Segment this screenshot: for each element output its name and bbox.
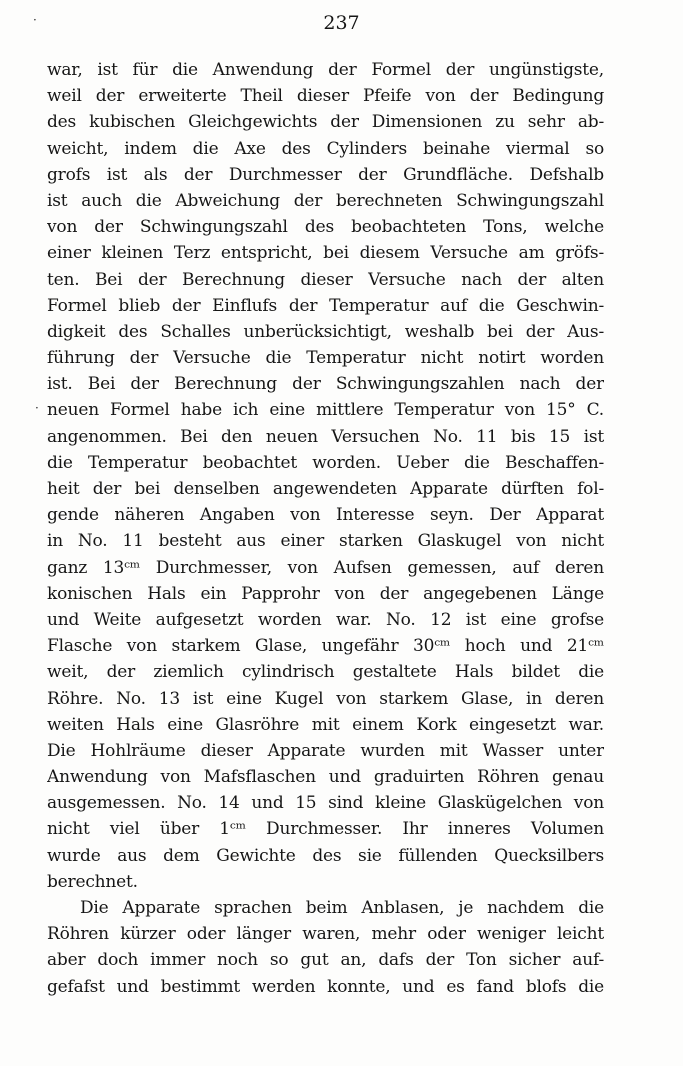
- text-line: ist auch die Abweichung der berechneten Schwingungszahl: [47, 190, 604, 211]
- text-line: ist. Bei der Berechnung der Schwingungszahlen nach der: [47, 374, 604, 395]
- text-line: weil der erweiterte Theil dieser Pfeife von der Bedingung: [47, 86, 604, 107]
- body-text: [47, 57, 604, 1000]
- text-line: weiten Hals eine Glasröhre mit einem Kork eingesetzt war.: [47, 714, 604, 735]
- text-line: ausgemessen. No. 14 und 15 sind kleine Glaskügelchen von: [47, 793, 604, 814]
- text-line: Anwendung von Mafsflaschen und graduirten Röhren genau: [47, 767, 604, 788]
- text-line: konischen Hals ein Papprohr von der angegebenen Länge: [47, 583, 604, 604]
- text-line: Röhren kürzer oder länger waren, mehr oder weniger leicht: [47, 924, 604, 945]
- text-line: grofs ist als der Durchmesser der Grundfläche. Defshalb: [47, 164, 604, 185]
- text-line: ganz 13ᶜᵐ Durchmesser, von Aufsen gemessen, auf deren: [47, 557, 604, 578]
- text-line: nicht viel über 1ᶜᵐ Durchmesser. Ihr inneres Volumen: [47, 819, 604, 840]
- text-line: neuen Formel habe ich eine mittlere Temperatur von 15° C.: [47, 400, 604, 421]
- text-line: Die Hohlräume dieser Apparate wurden mit Wasser unter: [47, 740, 604, 761]
- text-line: heit der bei denselben angewendeten Apparate dürften fol-: [47, 479, 604, 499]
- text-line: weicht, indem die Axe des Cylinders beinahe viermal so: [47, 138, 604, 159]
- text-line: ten. Bei der Berechnung dieser Versuche nach der alten: [47, 269, 604, 290]
- margin-mark: ·: [33, 13, 37, 27]
- text-line: führung der Versuche die Temperatur nicht notirt worden: [47, 348, 604, 369]
- text-line: Formel blieb der Einflufs der Temperatur auf die Geschwin-: [47, 295, 604, 316]
- text-line: von der Schwingungszahl des beobachteten Tons, welche: [47, 217, 604, 238]
- margin-mark: ·: [35, 401, 39, 415]
- text-line: wurde aus dem Gewichte des sie füllenden Quecksilbers: [47, 845, 604, 866]
- text-line: Röhre. No. 13 ist eine Kugel von starkem Glase, in deren: [47, 688, 604, 709]
- text-line: und Weite aufgesetzt worden war. No. 12 ist eine grofse: [47, 609, 604, 630]
- text-line: gefafst und bestimmt werden konnte, und es fand blofs die: [47, 976, 604, 997]
- text-line: war, ist für die Anwendung der Formel der ungünstigste,: [47, 60, 604, 80]
- page-number: 237: [323, 12, 360, 34]
- text-line: in No. 11 besteht aus einer starken Glaskugel von nicht: [47, 531, 604, 552]
- text-line: Die Apparate sprachen beim Anblasen, je nachdem die: [80, 898, 604, 918]
- text-line: des kubischen Gleichgewichts der Dimensionen zu sehr ab-: [47, 112, 604, 133]
- text-line: Flasche von starkem Glase, ungefähr 30ᶜᵐ hoch und 21ᶜᵐ: [47, 636, 604, 657]
- text-line: digkeit des Schalles unberücksichtigt, weshalb bei der Aus-: [47, 321, 604, 342]
- text-line: aber doch immer noch so gut an, dafs der Ton sicher auf-: [47, 950, 604, 971]
- text-line: angenommen. Bei den neuen Versuchen No. 11 bis 15 ist: [47, 426, 604, 447]
- text-line: die Temperatur beobachtet worden. Ueber die Beschaffen-: [47, 452, 604, 473]
- text-line: einer kleinen Terz entspricht, bei diesem Versuche am gröfs-: [47, 243, 604, 264]
- text-line: berechnet.: [47, 871, 138, 892]
- text-line: weit, der ziemlich cylindrisch gestaltete Hals bildet die: [47, 662, 604, 683]
- text-line: gende näheren Angaben von Interesse seyn. Der Apparat: [47, 505, 604, 526]
